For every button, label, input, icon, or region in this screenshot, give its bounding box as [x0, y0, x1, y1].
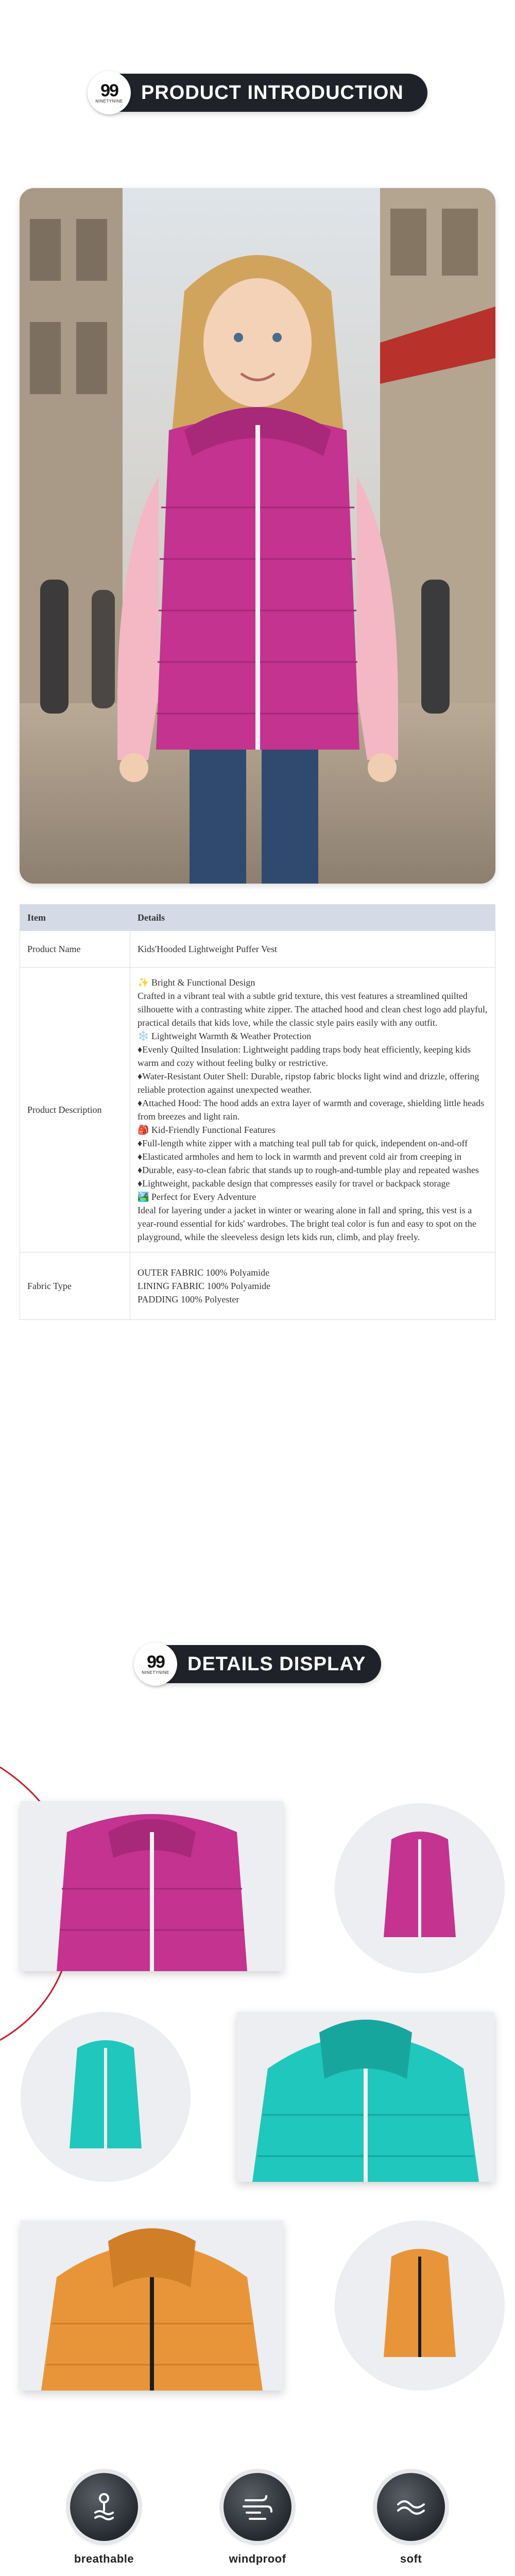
description-line: Crafted in a vibrant teal with a subtle grid texture, this vest features a streamlined quilted silhouette with a contrasting white zipper. The attached hood and clean chest logo add playful, practical details that kids love, while the classic style pairs easily with any outfit. — [138, 991, 488, 1028]
section-header-intro — [93, 74, 427, 112]
detail-photo-teal-vest-circle — [21, 2012, 191, 2182]
description-line: ♦Water-Resistant Outer Shell: Durable, ripstop fabric blocks light wind and drizzle, offering reliable protection against unexpected weather. — [138, 1071, 479, 1095]
section-header-details — [139, 1645, 381, 1683]
detail-photo-orange-vest-hood — [21, 2221, 283, 2391]
brand-logo — [134, 1642, 177, 1686]
fabric-line: OUTER FABRIC 100% Polyamide — [138, 1267, 270, 1278]
product-name-label: Product Name — [20, 931, 130, 968]
fabric-type-value — [130, 1252, 495, 1320]
detail-photo-teal-vest-hood — [237, 2012, 494, 2182]
product-spec-table — [20, 904, 495, 1320]
description-line: ♦Durable, easy-to-clean fabric that stands up to rough-and-tumble play and repeated washes — [138, 1165, 479, 1175]
table-header-item: Item — [20, 905, 130, 931]
description-line: ✨ Bright & Functional Design — [138, 977, 255, 988]
description-line: ♦Attached Hood: The hood adds an extra layer of warmth and coverage, shielding little heads from breezes and light rain. — [138, 1098, 485, 1122]
section-title-intro: PRODUCT INTRODUCTION — [141, 81, 404, 104]
table-row — [20, 1252, 495, 1320]
product-description-label: Product Description — [20, 968, 130, 1252]
description-line: Ideal for layering under a jacket in winter or wearing alone in fall and spring, this vest is a year-round essential for kids' wardrobes. The bright teal color is fun and easy to spot on the playground, while the sleeveless design lets kids run, climb, and play freely. — [138, 1205, 476, 1242]
detail-photo-orange-vest-circle — [335, 2221, 505, 2391]
hero-product-photo — [20, 188, 495, 884]
fabric-line: LINING FABRIC 100% Polyamide — [138, 1281, 271, 1291]
detail-photo-magenta-vest-circle — [335, 1803, 505, 1973]
description-line: 🏞️ Perfect for Every Adventure — [138, 1192, 256, 1202]
brand-logo-number: 99 — [147, 1652, 164, 1672]
description-line: ♦Elasticated armholes and hem to lock in warmth and prevent cold air from creeping in — [138, 1151, 461, 1162]
feature-breathable — [63, 2473, 145, 2566]
feature-windproof — [216, 2473, 299, 2566]
fabric-type-label: Fabric Type — [20, 1252, 130, 1320]
description-line: ♦Evenly Quilted Insulation: Lightweight padding traps body heat efficiently, keeping kids warm and cozy without feeling bulky or restrictive. — [138, 1044, 471, 1068]
table-header-row — [20, 905, 495, 931]
description-line: ♦Full-length white zipper with a matching teal pull tab for quick, independent on-and-off — [138, 1138, 468, 1148]
breathable-icon — [70, 2473, 138, 2541]
brand-logo — [88, 71, 131, 114]
section-title-details: DETAILS DISPLAY — [187, 1653, 366, 1675]
description-line: ❄️ Lightweight Warmth & Weather Protection — [138, 1031, 312, 1041]
brand-logo-name: NINETYNINE — [95, 98, 123, 104]
feature-soft — [370, 2473, 452, 2566]
product-description-value — [130, 968, 495, 1252]
description-line: ♦Lightweight, packable design that compresses easily for travel or backpack storage — [138, 1178, 450, 1189]
feature-label: windproof — [229, 2552, 286, 2565]
brand-logo-name: NINETYNINE — [142, 1670, 169, 1675]
description-line: 🎒 Kid-Friendly Functional Features — [138, 1125, 276, 1135]
table-header-details: Details — [130, 905, 495, 931]
table-row — [20, 931, 495, 968]
windproof-icon — [224, 2473, 291, 2541]
brand-logo-number: 99 — [100, 80, 118, 100]
soft-icon — [377, 2473, 445, 2541]
table-row — [20, 968, 495, 1252]
detail-photo-magenta-vest-front — [21, 1801, 283, 1971]
fabric-line: PADDING 100% Polyester — [138, 1294, 239, 1304]
girl-wearing-magenta-vest-illustration — [20, 188, 495, 884]
product-name-value: Kids'Hooded Lightweight Puffer Vest — [130, 931, 495, 968]
feature-label: breathable — [74, 2552, 134, 2565]
feature-label: soft — [400, 2552, 422, 2565]
